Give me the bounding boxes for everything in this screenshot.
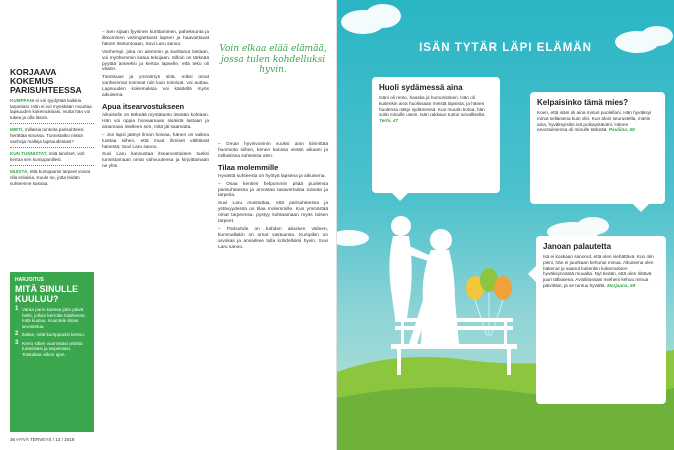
testimonial-bubble — [372, 77, 500, 193]
bubble-signature: Marjaana, 59 — [607, 282, 636, 288]
bubble-text: Isäni oli rento, hauska ja humoristinen. Hän oli kuitenkin aina huolissaan meistä lapsista, ja hänen huolensa näkyi sydämessä. Kun muutin kotoa, hän soitti minulle usein. Isän rakkaus tuntui turvalliselta. — [379, 95, 486, 118]
bubble-signature: Terhi, 47 — [379, 118, 399, 124]
body-paragraph: Vanhempi, joka on aiemmin ja kurittanut lastaan, voi myöhemmin katua tekojaan. Silloin on tärkeää pyytää anteeksi ja kertoa lapselle, että teko oli väärin. — [102, 49, 209, 73]
body-paragraph: – Sen sijaan fyysinen kurittaminen, paheksunta ja ilkkuminen vahingoittavat lapsen ja haavoittavat hänen itsetuntoaan, Suvi Laru sanoo. — [102, 30, 209, 47]
exercise-box — [10, 272, 94, 432]
bubble-signature: Pauliina, 58 — [608, 127, 635, 133]
exercise-item: 2 Ilaitse, mitä kumppanisi kertoo. — [15, 331, 86, 337]
bubble-text: Koen, että isäni oli aina minun puolellani. Hän hyväksyi minut sellaisena kuin olin. Kun aloin seurustella, mietin aina, hyväksyisikö isä poikaystäväni. Hänen arvostuksensa oli minulle tärkeää. — [537, 110, 652, 133]
body-paragraph: Aikuiselle on tärkeää myötätunto itseään kohtaan. Hän voi oppia hoivaamaan sisäistä lastaan ja antamaan itselleen sen, mitä jäi saamatta. — [102, 112, 209, 130]
sidebar-paragraph: MUISTA, että kumppanin tarpeet voivat olla erilaisia. Kuule ne, jotta teidän suhteenne kasvaa. — [10, 169, 91, 186]
body-paragraph: Hyvästä suhteesta on hyötyä lapsena ja aikuisena. — [218, 173, 326, 179]
father-daughter-silhouette — [389, 216, 459, 344]
sidebar-paragraph: MIETI, millaisia tunteita parisuhteesi herättää sinussa. Tunnistatko niissä vanhoja malleja lapsuudestasi? — [10, 127, 84, 144]
body-column-2 — [102, 30, 209, 172]
sidebar-paragraph: KUN TUNNISTAT, mitä tarvitset, voit kertoa sen kumppanillesi. — [10, 151, 85, 162]
body-paragraph: – Osaa kenties helpommin pitää puolensa parisuhteessa ja arvostaa tasavertaista toiveita ja tarpeita. — [218, 181, 328, 199]
exercise-title: MITÄ SINULLE KUULUU? — [15, 284, 78, 304]
feature-title: ISÄN TYTÄR LÄPI ELÄMÄN — [419, 42, 592, 54]
subheading: Tilaa molemmille — [218, 162, 279, 172]
bubble-text: Isä ei koskaan sanonut, että olen viehättävä. Kun olin pieni, hän ei juurikaan kehunut minua. Aikuisena olen hakenut ja saanut kuitenkin kokemuksen hyväksynnästä muualta. Nyt tiedän, että olen riittävä juuri tällaisena. Avioliitossani mieheni kehuu minua päivittäin, ja se tuntuu hyvältä. — [543, 254, 654, 288]
sidebar-box — [10, 68, 94, 186]
body-paragraph: – Oman hyvinvoinnin vuoksi aion kiinnittää huomiota siihen, kenen kanssa vietän aikaani ja millaisissa suhteissa olen. — [218, 142, 328, 159]
body-paragraph: Suvi Laru kannustaa itsearvostuksen tueksi tunnistamaan omat vahvuutensa ja kirjoittamaan ne ylös. — [102, 152, 209, 170]
exercise-item: 1 Varaa parin kanssa joka päivä hetki, jolloin kerrotte toisillenne, mitä kuuluu. Kuuntele ilman arvostelua. — [15, 306, 86, 329]
sidebar-paragraph: KUMPPANI ei voi tyydyttää kaikkia tarpeitasi. Hän ei voi myöskään muuttaa lapsuuden kokemuksiasi, mutta hän voi tukea ja olla läsnä. — [10, 98, 92, 120]
body-paragraph: – Parisuhde on kahden aikuisen välinen, kummallakin on omat vastuunsa. Kumpikin on arvokas ja ansaitsee tulla kohdelluksi hyvin, Suvi Laru sanoo. — [218, 226, 328, 250]
pull-quote: Voin elkaa elää elämää, jossa tulen kohdelluksi hyvin. — [219, 44, 327, 75]
sidebar-title: KORJAAVA KOKEMUS PARISUHTEESSA — [10, 67, 82, 95]
subheading: Apua itsearvostukseen — [102, 101, 185, 111]
page-footer: 36 HYVÄ TERVEYS / 13 / 2018 — [10, 437, 75, 442]
testimonial-bubble — [536, 236, 666, 404]
bubble-heading: Huoli sydämessä aina — [379, 83, 463, 92]
exercise-item: 3 Kerro sitten vuorostasi omista tunteistasi ja tarpeistasi. Toistakaa viikon ajan. — [15, 339, 83, 357]
bubble-heading: Janoan palautetta — [543, 242, 612, 251]
body-paragraph: Suvi Laru muistuttaa, että parisuhteessa ja ystävyydessä on tilaa molemmille. Kun ymmärtää omat tarpeensa, pystyy kohtaamaan myös toisen tarpeet. — [218, 201, 328, 225]
body-paragraph: – Jos lapsi jäänyt ilman hoivaa, hänen on vaikea luottaa siihen, että muut ihmiset välittävät hänestä, Suvi Laru sanoo. — [102, 132, 209, 150]
exercise-kicker: HARJOITUS — [15, 277, 44, 283]
body-column-3 — [218, 142, 328, 253]
testimonial-bubble — [530, 92, 665, 204]
bubble-heading: Kelpaisinko tämä mies? — [537, 98, 629, 107]
body-paragraph: Tietoisuus ja ymmärrys siitä, miksi omat vanhemmat toimivat niin kuin toimivat, voi auttaa. Lapsuuden kokemuksia voi käsitellä myös aikuisena. — [102, 75, 209, 99]
